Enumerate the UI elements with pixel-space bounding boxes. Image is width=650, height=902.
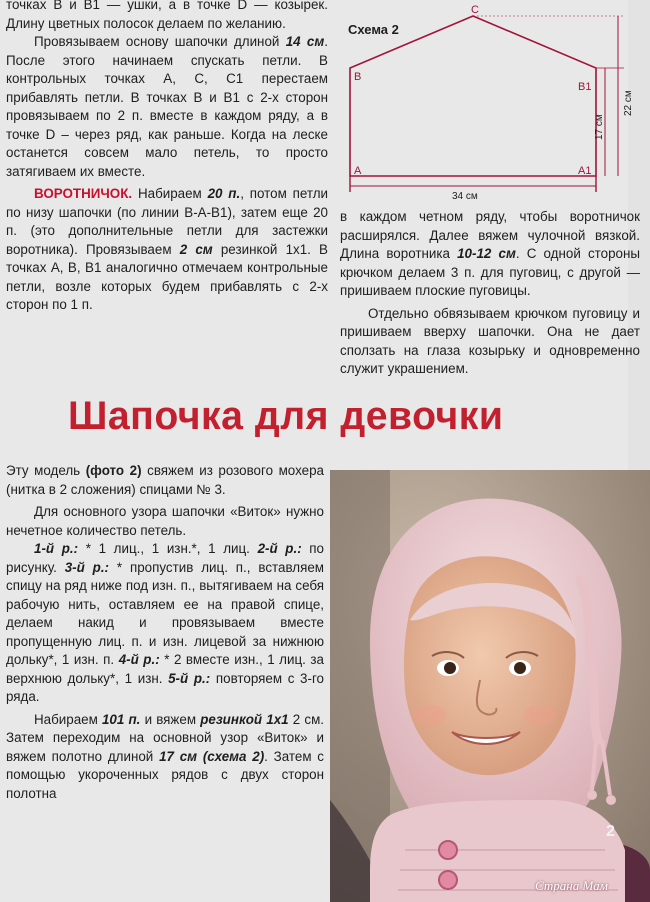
photo-illustration — [330, 470, 650, 902]
bold-value: 14 см — [285, 34, 325, 49]
text: Отдельно обвязываем крючком пуговицу и пришиваем вверху шапочки. Она не дает сползать на глаза козырьку и одновременно служит украшением. — [340, 305, 640, 376]
text: . С одной стороны крючком делаем 3 п. для пуговиц, с другой — пришиваем плоские пуговицы. — [340, 246, 640, 298]
text: повторяем с 3-го ряда. — [6, 670, 324, 704]
point-label-c: C — [471, 4, 479, 16]
bold-value: 101 п. — [101, 711, 141, 727]
text: свяжем из розового мохера (нитка в 2 сложения) спицами № 3. — [6, 463, 324, 497]
text: и вяжем — [140, 711, 201, 727]
paragraph-collar — [6, 185, 328, 315]
point-label-b1: B1 — [578, 81, 592, 93]
text: точках В и В1 — ушки, а в точке D — козырек. Длину цветных полосок делаем по желанию. — [6, 0, 328, 31]
paragraph — [340, 305, 640, 379]
text: Провязываем основу шапочки длиной — [34, 34, 286, 49]
paragraph — [6, 503, 324, 540]
bold-value: 17 см (схема 2) — [159, 748, 265, 764]
paragraph — [6, 462, 324, 499]
schema-outline — [350, 16, 596, 176]
text-column-top-right — [340, 208, 640, 379]
schema-title: Схема 2 — [348, 22, 399, 37]
text: по рисунку. — [6, 541, 324, 575]
text: . Затем с помощью укороченных рядов с двух сторон полотна — [6, 748, 324, 801]
text: * 1 лиц., 1 изн.*, 1 лиц. — [78, 541, 258, 556]
text: Для основного узора шапочки «Виток» нужно нечетное количество петель. — [6, 504, 324, 538]
text-column-bottom-left — [6, 462, 324, 803]
text-column-top-left — [6, 0, 328, 315]
point-label-a: A — [354, 165, 362, 177]
dimension-height-outer: 22 см — [623, 90, 634, 116]
dimension-height-inner: 17 см — [594, 114, 605, 140]
text: . После этого начинаем спускать петли. В контрольных точках А, С, С1 перестаем прибавлять петли. В точках В и В1 с 2-х сторон провязываем по 2 п. вместе в каждом ряду, а в точке D – через ряд, как раньше. Когда на леске останется совсем мало петель, то просто затягиваем их вместе. — [6, 34, 329, 179]
section-label: ВОРОТНИЧОК. — [34, 186, 133, 201]
article-headline: Шапочка для девочки — [68, 394, 504, 438]
text: Эту модель — [6, 463, 86, 478]
paragraph — [6, 33, 328, 181]
row-label: 4-й р.: — [118, 652, 160, 667]
paragraph — [340, 208, 640, 301]
text: * 2 вместе изн., 1 лиц. за верхнюю дольку*, 1 изн. — [6, 652, 324, 686]
knitting-schema-diagram — [340, 0, 650, 210]
paragraph — [6, 711, 324, 804]
bold-value: 2 см — [179, 241, 213, 257]
bold-value: резинкой 1х1 — [200, 711, 289, 727]
site-watermark: Страна Мам — [535, 878, 608, 893]
row-label: 3-й р.: — [64, 559, 110, 575]
paragraph-rows — [6, 540, 324, 707]
photo-number: 2 — [606, 823, 615, 840]
photo-girl-in-knitted-hood — [330, 470, 650, 902]
row-label: 1-й р.: — [34, 541, 79, 556]
paragraph — [6, 0, 328, 33]
text: * пропустив лиц. п., вставляем спицу на ряд ниже под изн. п., вытягиваем на себя рабочую нить, оставляем ее на правой спице, делаем накид и провязываем вместе пропущенную лиц. п. и изн. лицевой за нижнюю дольку*, 1 изн. п. — [6, 559, 324, 667]
dimension-width: 34 см — [452, 191, 478, 202]
text: , потом петли по низу шапочки (по линии В-А-В1), затем еще 20 п. (это дополнительные петли для застежки воротника). Провязываем — [6, 186, 329, 257]
row-label: 2-й р.: — [257, 541, 302, 556]
point-label-b: B — [354, 71, 362, 83]
text: Набираем — [34, 711, 102, 727]
point-label-a1: A1 — [578, 165, 592, 177]
text: резинкой 1х1. В точках А, В, В1 аналогично отмечаем контрольные петли, возле которых будем прибавлять с 2-х сторон по 1 п. — [6, 241, 328, 312]
photo-ref: (фото 2) — [85, 463, 142, 478]
row-label: 5-й р.: — [168, 670, 211, 686]
text: Набираем — [132, 186, 208, 201]
text: 2 см. Затем переходим на основной узор «Виток» и вяжем полотно длиной — [6, 711, 325, 764]
bold-value: 20 п. — [207, 186, 241, 201]
text: в каждом четном ряду, чтобы воротничок расширялся. Далее вяжем чулочной вязкой. Длина воротника — [340, 209, 640, 261]
bold-value: 10-12 см — [457, 246, 516, 261]
